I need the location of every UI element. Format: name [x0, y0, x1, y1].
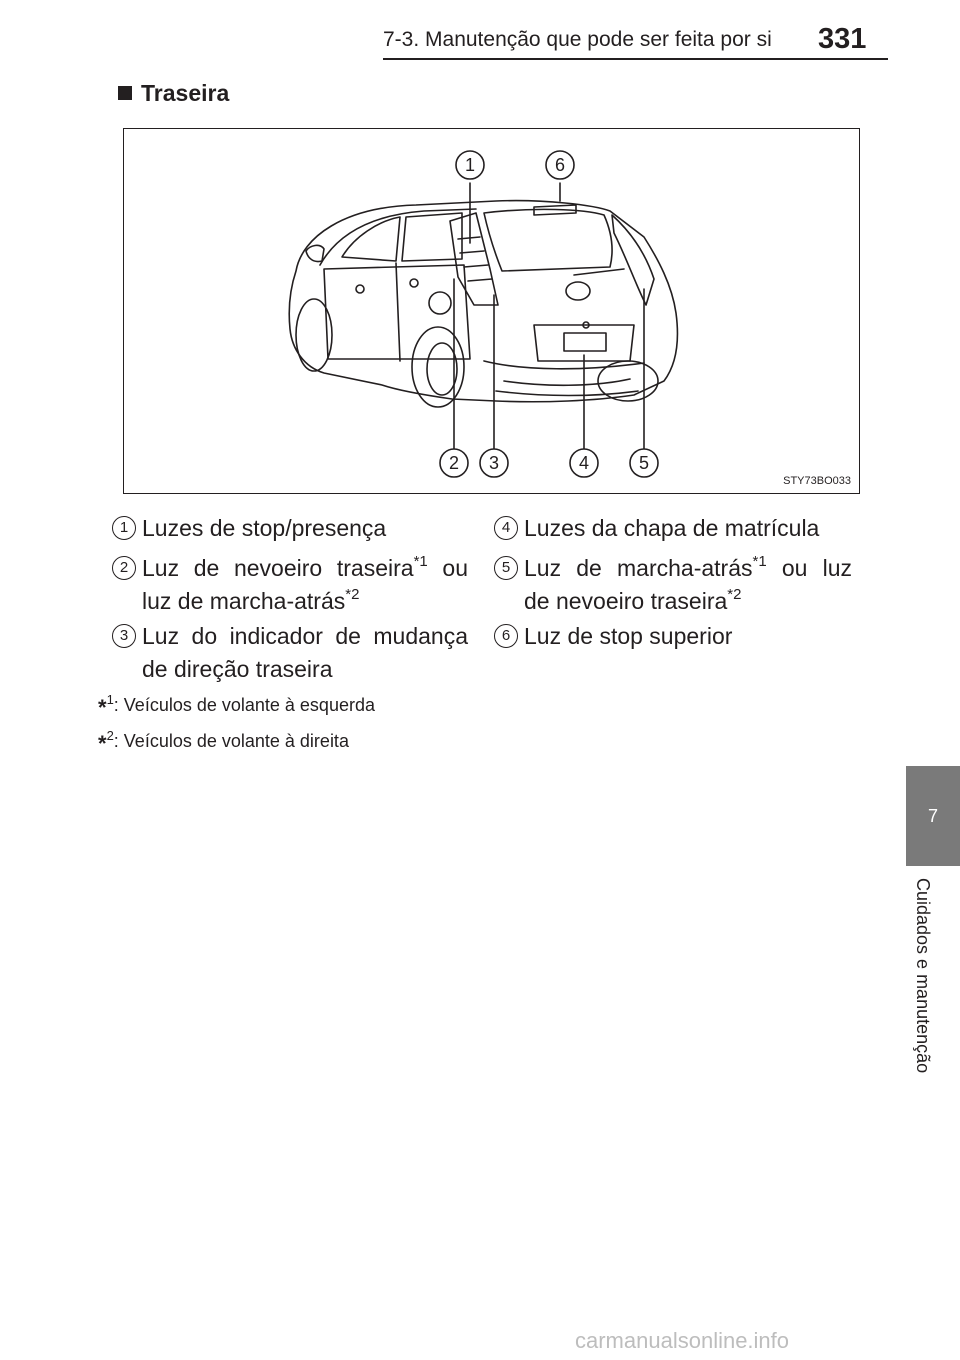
section-heading	[118, 80, 229, 107]
legend-item-4	[494, 512, 852, 545]
legend-text: Luz de stop superior	[524, 623, 733, 649]
legend-item-2	[112, 552, 468, 618]
legend-text-line1: Luz de nevoeiro traseira$^{*1}$ ou	[142, 553, 468, 581]
footnote-2: *$^2$: Veículos de volante à direita	[98, 728, 349, 756]
legend-text-line2: de nevoeiro traseira$^{*2}$	[524, 586, 742, 614]
legend-number: 6	[494, 624, 518, 648]
car-rear-illustration	[124, 129, 860, 494]
square-bullet-icon	[118, 86, 132, 100]
callout-4: 4	[578, 453, 590, 473]
legend-item-3	[112, 620, 468, 686]
legend-text: Luzes da chapa de matrícula	[524, 515, 820, 541]
callout-5: 5	[638, 453, 650, 473]
legend-item-1	[112, 512, 468, 545]
watermark: carmanualsonline.info	[575, 1328, 790, 1353]
callout-1: 1	[464, 155, 476, 175]
header-title: 7-3. Manutenção que pode ser feita por si	[383, 28, 772, 51]
footnote-1: *$^1$: Veículos de volante à esquerda	[98, 692, 375, 720]
legend-number: 3	[112, 624, 136, 648]
legend-number: 5	[494, 556, 518, 580]
header-rule	[383, 58, 888, 60]
legend-item-5	[494, 552, 852, 618]
legend-number: 2	[112, 556, 136, 580]
callout-6: 6	[554, 155, 566, 175]
legend-number: 4	[494, 516, 518, 540]
chapter-tab	[906, 766, 960, 866]
chapter-label: Cuidados e manutenção	[913, 878, 933, 1074]
chapter-number: 7	[927, 806, 938, 826]
legend-text-line1: Luz de marcha-atrás$^{*1}$ ou luz	[524, 553, 853, 581]
legend-text: Luzes de stop/presença	[142, 515, 387, 541]
callout-2: 2	[448, 453, 460, 473]
section-heading-text: Traseira	[141, 80, 230, 106]
callout-3: 3	[488, 453, 500, 473]
legend-text-line2: de direção traseira	[142, 656, 333, 682]
legend-text-line1: Luz do indicador de mudança	[142, 623, 468, 649]
legend-item-6	[494, 620, 852, 653]
car-rear-figure	[123, 128, 860, 494]
figure-code: STY73BO033	[783, 475, 851, 487]
legend-number: 1	[112, 516, 136, 540]
page-number: 331	[818, 23, 867, 55]
legend-text-line2: luz de marcha-atrás$^{*2}$	[142, 586, 360, 614]
